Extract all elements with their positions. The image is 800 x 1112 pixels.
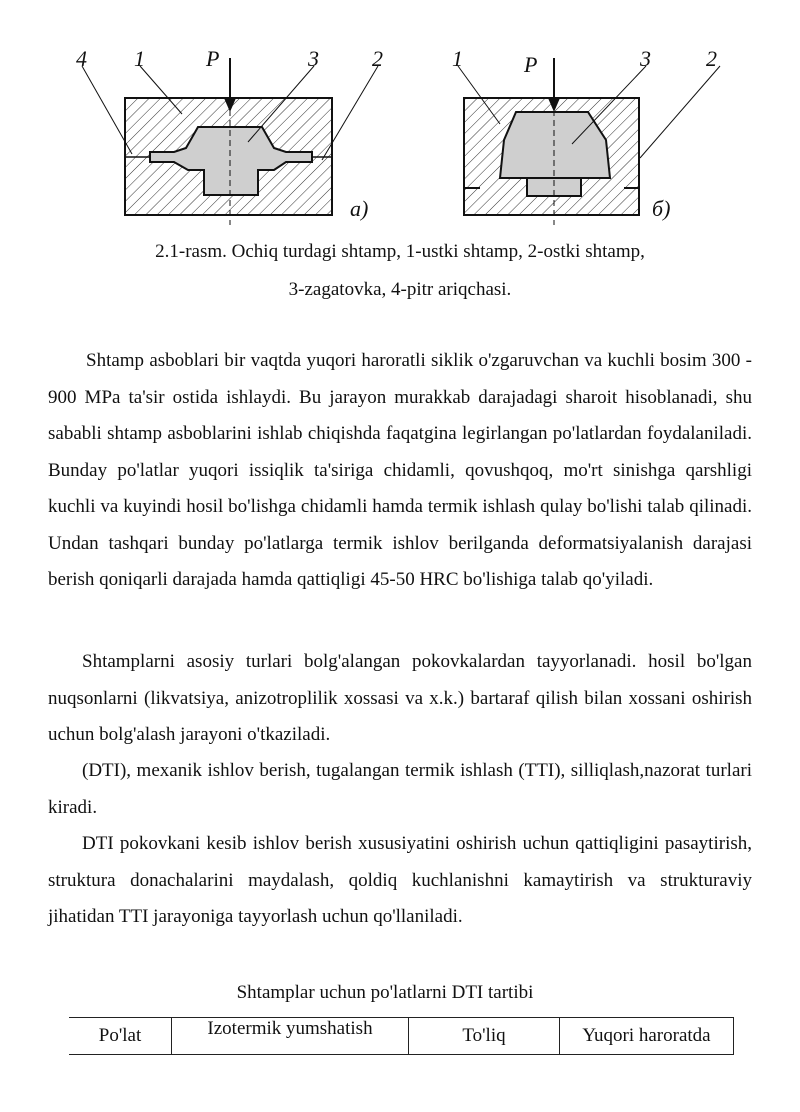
header-izotermik: Izotermik yumshatish: [172, 1018, 409, 1055]
label-1: 1: [134, 46, 145, 71]
figure-caption-line1: 2.1-rasm. Ochiq turdagi shtamp, 1-ustki shtamp, 2-ostki shtamp,: [155, 241, 645, 262]
tag-b: б): [652, 196, 671, 221]
label-1-b: 1: [452, 46, 463, 71]
die-diagram: [60, 40, 740, 230]
tag-a: а): [350, 196, 369, 221]
paragraph-3: (DTI), mexanik ishlov berish, tugalangan termik ishlash (TTI), silliqlash,nazorat turlari kiradi.: [48, 760, 752, 818]
label-2: 2: [372, 46, 383, 71]
header-yuqori: Yuqori haroratda: [560, 1018, 734, 1055]
header-polat: Po'lat: [69, 1018, 172, 1055]
table-title: Shtamplar uchun po'latlarni DTI tartibi: [236, 982, 534, 1003]
label-p-b: P: [524, 52, 538, 77]
closed-die-b: [458, 58, 720, 225]
open-die-a: [82, 58, 378, 225]
figure-caption-line2: 3-zagatovka, 4-pitr ariqchasi.: [288, 279, 512, 300]
paragraph-4: DTI pokovkani kesib ishlov berish xususiyatini oshirish uchun qattiqligini pasaytirish, struktura donachalarini maydalash, qoldiq kuchlanishni kamaytirish va strukturaviy jihatidan TTI jarayoniga tayyorlash uchun qo'llaniladi.: [48, 833, 752, 927]
label-4: 4: [76, 46, 87, 71]
label-3: 3: [308, 46, 319, 71]
table-header-row: [69, 1018, 734, 1055]
header-toliq: To'liq: [409, 1018, 560, 1055]
dti-table: [69, 1017, 734, 1055]
label-2-b: 2: [706, 46, 717, 71]
label-p: P: [206, 46, 220, 71]
label-3-b: 3: [640, 46, 651, 71]
paragraph-2: Shtamplarni asosiy turlari bolg'alangan pokovkalardan tayyorlanadi. hosil bo'lgan nuqsonlarni (likvatsiya, anizotroplilik xossasi va x.k.) bartaraf qilish bilan xossani oshirish uchun bolg'alash jarayoni o'tkaziladi.: [48, 651, 752, 745]
paragraph-1: Shtamp asboblari bir vaqtda yuqori haroratli siklik o'zgaruvchan va kuchli bosim 300 - 900 MPa ta'sir ostida ishlaydi. Bu jarayon murakkab darajadagi sharoit hisoblanadi, shu sababli shtamp asboblarini ishlab chiqishda faqatgina legirlangan po'latlardan foydalaniladi. Bunday po'latlar yuqori issiqlik ta'siriga chidamli, qovushqoq, mo'rt sinishga qarshligi kuchli va kuyindi hosil bo'lishga chidamli hamda termik ishlash qulay bo'lishi talab qilinadi. Undan tashqari bunday po'latlarga termik ishlov berilganda deformatsiyalanish darajasi berish qoniqarli darajada hamda qattiqligi 45-50 HRC bo'lishiga talab qo'yiladi.: [48, 350, 752, 590]
